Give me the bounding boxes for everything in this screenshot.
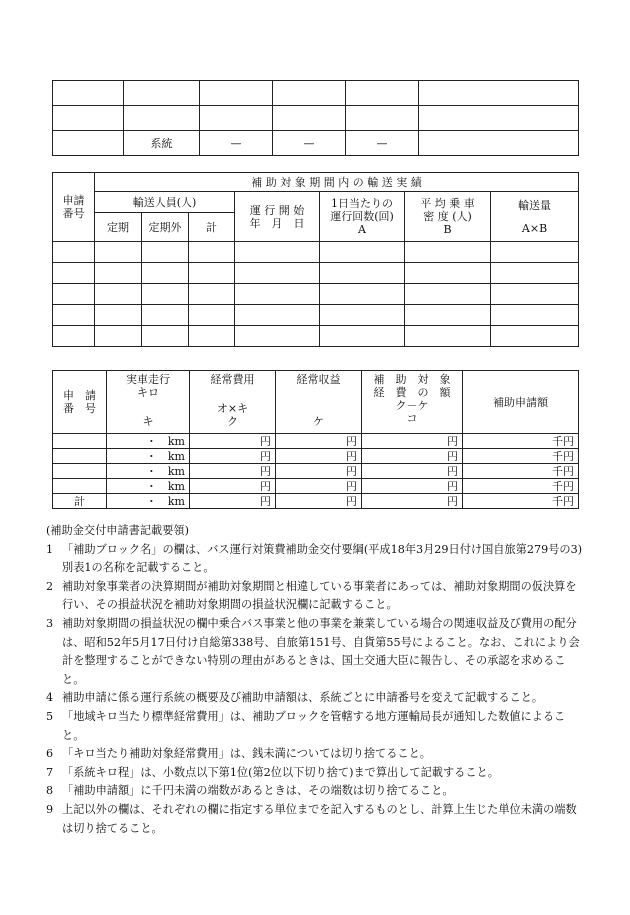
yen-unit: 円 [276,494,362,509]
instruction-item: 7 「系統キロ程」は、小数点以下第1位(第2位以下切り捨て)まで算出して記載すること。 [46,765,499,779]
cell[interactable] [142,305,189,326]
daily-runs-header: 1日当たりの 運行回数(回) A [320,192,405,242]
yen-unit: 円 [190,464,276,479]
instruction-item: 6 「キロ当たり補助対象経常費用」は、銭未満については切り捨てること。 [46,747,431,761]
yen-unit: 円 [276,434,362,449]
cell[interactable] [189,263,235,284]
cell[interactable] [53,305,95,326]
cell[interactable] [235,242,320,263]
cell[interactable] [189,305,235,326]
cell[interactable] [142,263,189,284]
cell[interactable] [405,305,491,326]
cell[interactable] [320,263,405,284]
ordinary-cost-header: 経常費用 オ×キ ク [190,371,276,434]
cell[interactable] [419,131,579,156]
km-unit: ・ km [107,464,190,479]
cell[interactable] [235,305,320,326]
cell[interactable] [235,284,320,305]
cell[interactable] [491,263,579,284]
instruction-item: 1 「補助ブロック名」の欄は、バス運行対策費補助金交付要綱(平成18年3月29日付け国自旅第279号の3)別表1の名称を記載すること。 [46,542,583,575]
km-unit: ・ km [107,479,190,494]
regular-header: 定期 [95,213,142,242]
cell[interactable] [53,326,95,347]
cell[interactable] [273,106,346,131]
cell[interactable] [320,284,405,305]
cell[interactable] [53,81,124,106]
yen-unit: 円 [362,479,463,494]
table-row [53,284,579,305]
cell[interactable] [95,263,142,284]
cell[interactable] [405,263,491,284]
actual-km-header: 実車走行 キロ キ [107,371,190,434]
cell[interactable] [142,326,189,347]
total-label: 計 [53,494,107,509]
cell[interactable] [491,326,579,347]
cell[interactable] [189,284,235,305]
cell[interactable] [53,131,124,156]
section-title: 補 助 対 象 期 間 内 の 輸 送 実 績 [95,173,579,192]
avg-density-header: 平 均 乗 車 密 度 (人) B [405,192,491,242]
thousand-yen-unit: 千円 [463,449,579,464]
dash: — [273,131,346,156]
thousand-yen-unit: 千円 [463,479,579,494]
ordinary-revenue-header: 経常収益 ケ [276,371,362,434]
cell[interactable] [53,106,124,131]
instruction-item: 2 補助対象事業者の決算期間が補助対象期間と相違している事業者にあっては、補助対象期間の仮決算を行い、その損益状況を補助対象期間の損益状況欄に記載すること。 [46,579,577,612]
cell[interactable] [95,284,142,305]
cell[interactable] [273,81,346,106]
subsidy-request-header: 補助申請額 [463,371,579,434]
cell[interactable] [405,242,491,263]
table-row [53,434,579,449]
cell[interactable] [53,464,107,479]
application-number-header: 申請番号 [53,173,95,242]
operation-start-header: 運 行 開 始 年 月 日 [235,192,320,242]
cell[interactable] [320,326,405,347]
cell[interactable] [491,284,579,305]
yen-unit: 円 [362,434,463,449]
yen-unit: 円 [276,449,362,464]
km-unit: ・ km [107,449,190,464]
cell[interactable] [53,284,95,305]
cell[interactable] [53,479,107,494]
instruction-item: 4 補助申請に係る運行系統の概要及び補助申請額は、系統ごとに申請番号を変えて記載すること。 [46,691,544,705]
yen-unit: 円 [190,494,276,509]
km-unit: ・ km [107,434,190,449]
cell[interactable] [320,242,405,263]
cell[interactable] [320,305,405,326]
cell[interactable] [142,242,189,263]
cell[interactable] [189,326,235,347]
yen-unit: 円 [362,449,463,464]
cell[interactable] [346,106,419,131]
dash: — [346,131,419,156]
instructions-heading: (補助金交付申請書記載要領) [46,524,189,537]
thousand-yen-unit: 千円 [463,464,579,479]
instruction-item: 3 補助対象期間の損益状況の欄中乗合バス事業と他の事業を兼業している場合の関連収益及び費用の配分は、昭和52年5月17日付け自総第338号、自旅第151号、自貨第55号によること。なお、これにより会計を整理することができない特別の理由があるときは、国土交通大臣に報告し、その承認を求めること。 [46,616,580,686]
cell[interactable] [491,305,579,326]
table-row [53,305,579,326]
thousand-yen-unit: 千円 [463,434,579,449]
cell[interactable] [419,106,579,131]
table-row [53,464,579,479]
cell[interactable] [419,81,579,106]
cell[interactable] [346,81,419,106]
thousand-yen-unit: 千円 [463,494,579,509]
table-row [53,479,579,494]
cell[interactable] [189,242,235,263]
yen-unit: 円 [276,479,362,494]
application-number-header: 申 請 番 号 [53,371,107,434]
cell[interactable] [95,326,142,347]
table-row [53,263,579,284]
cell[interactable] [491,242,579,263]
route-table [52,80,579,156]
dash: — [200,131,273,156]
cell[interactable] [53,449,107,464]
cell[interactable] [142,284,189,305]
cell[interactable] [124,81,200,106]
transport-volume-header: 輸送量 A×B [491,192,579,242]
yen-unit: 円 [190,479,276,494]
subsidy-table [52,370,579,509]
cell[interactable] [95,305,142,326]
cell[interactable] [200,81,273,106]
passengers-header: 輸送人員(人) [95,192,235,213]
table-row [53,449,579,464]
system-label: 系統 [124,131,200,156]
cell[interactable] [95,242,142,263]
cell[interactable] [235,263,320,284]
yen-unit: 円 [362,464,463,479]
cell[interactable] [53,434,107,449]
subsidy-target-header: 補 助 対 象 経 費 の 額 ク－ケ コ [362,371,463,434]
transport-results-table [52,172,579,347]
yen-unit: 円 [362,494,463,509]
cell[interactable] [405,284,491,305]
cell[interactable] [200,106,273,131]
non-regular-header: 定期外 [142,213,189,242]
yen-unit: 円 [190,449,276,464]
cell[interactable] [124,106,200,131]
instruction-item: 9 上記以外の欄は、それぞれの欄に指定する単位までを記入するものとし、計算上生じた単位未満の端数は切り捨てること。 [46,802,577,835]
yen-unit: 円 [276,464,362,479]
cell[interactable] [53,242,95,263]
cell[interactable] [235,326,320,347]
instruction-item: 5 「地域キロ当たり標準経常費用」は、補助ブロックを管轄する地方運輸局長が通知した数値によること。 [46,709,566,742]
cell[interactable] [53,263,95,284]
table-row [53,326,579,347]
table-row [53,242,579,263]
total-header: 計 [189,213,235,242]
cell[interactable] [405,326,491,347]
km-unit: ・ km [107,494,190,509]
yen-unit: 円 [190,434,276,449]
instructions [46,522,584,838]
instruction-item: 8 「補助申請額」に千円未満の端数があるときは、その端数は切り捨てること。 [46,784,454,798]
total-row [53,494,579,509]
